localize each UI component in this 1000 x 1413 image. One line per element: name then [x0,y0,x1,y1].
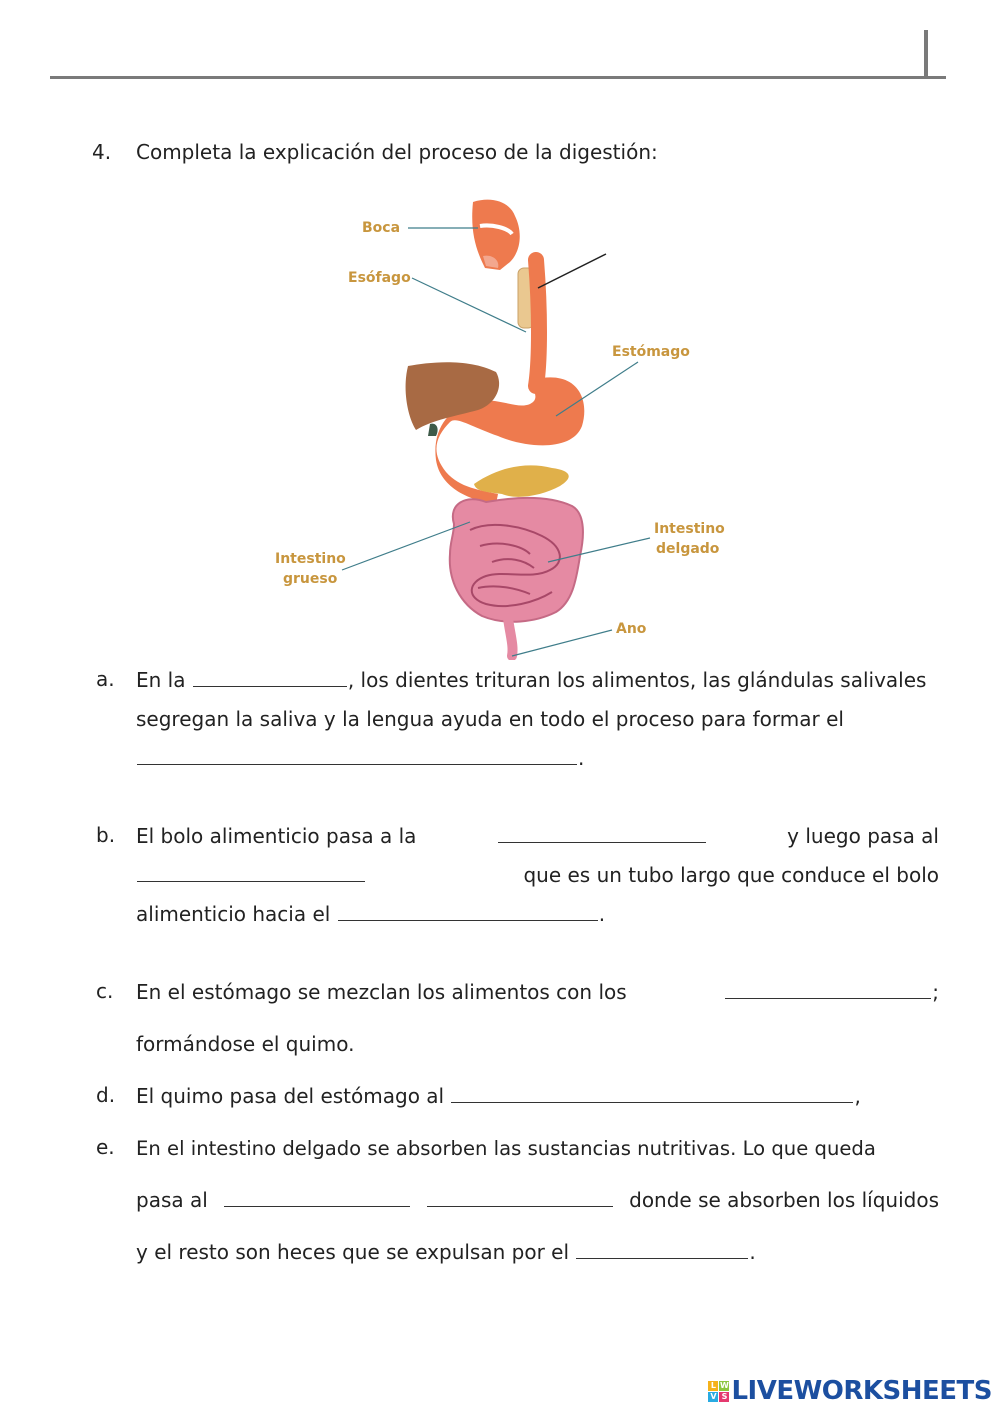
item-text: formándose el quimo. [136,1032,355,1056]
item-text: y el resto son heces que se expulsan por el [136,1240,570,1264]
esophagus-shape [536,260,539,386]
item-text: donde se absorben los líquidos [629,1188,939,1212]
item-text: , [854,1084,861,1108]
item-text: pasa al [136,1188,208,1212]
header-rule [50,76,946,79]
digestive-system-diagram [260,190,740,660]
item-text: . [598,902,606,926]
label-estomago: Estómago [612,344,690,360]
label-boca: Boca [362,220,401,236]
item-text: El quimo pasa del estómago al [136,1084,445,1108]
mouth-shape [472,200,520,270]
item-text: segregan la saliva y la lengua ayuda en todo el proceso para formar el [136,707,844,731]
blank-input-faringe[interactable] [498,823,706,843]
question-prompt [92,140,658,164]
blank-input-intestino-delgado[interactable] [451,1083,853,1103]
blank-input-intestino[interactable] [224,1187,410,1207]
blank-input-boca[interactable] [193,667,347,687]
brand-icon-letter: S [719,1392,729,1402]
brand-name: LIVEWORKSHEETS [731,1376,992,1406]
label-intestino-grueso-1: Intestino [275,551,346,567]
item-text: ; [932,980,939,1004]
gallbladder-shape [428,424,438,436]
item-text: En el estómago se mezclan los alimentos con los [136,980,627,1004]
item-text: , los dientes trituran los alimentos, las glándulas salivales [347,668,927,692]
blank-input-grueso[interactable] [427,1187,613,1207]
pancreas-shape [474,465,569,496]
header-tick [924,30,928,76]
item-e [96,1135,939,1266]
blank-input-esofago[interactable] [137,862,365,882]
brand-icon-letter: L [708,1381,718,1391]
item-b [96,823,939,928]
item-d [96,1083,939,1110]
leader-line-esofago [412,278,526,332]
item-text: alimenticio hacia el [136,902,331,926]
label-intestino-delgado-1: Intestino [654,521,725,537]
blank-input-jugos-gastricos[interactable] [725,979,931,999]
item-letter: a. [96,667,115,691]
item-letter: c. [96,979,114,1003]
item-a [96,667,939,772]
brand-icon-letter: V [710,1391,717,1401]
leader-line-traquea [538,254,606,288]
item-letter: b. [96,823,116,847]
leader-line-ano [512,630,612,656]
item-text: En el intestino delgado se absorben las sustancias nutritivas. Lo que queda [136,1137,876,1160]
blank-input-estomago[interactable] [338,901,598,921]
brand-icon-letter: W [720,1380,729,1390]
item-text: En la [136,668,186,692]
label-intestino-delgado-2: delgado [656,541,720,557]
blank-input-bolo[interactable] [137,745,577,765]
label-ano: Ano [616,621,647,637]
rectum-shape [508,618,513,656]
item-text: . [578,746,585,770]
question-text: Completa la explicación del proceso de la digestión: [136,140,658,164]
question-number: 4. [92,140,112,164]
item-letter: e. [96,1135,115,1159]
blank-input-ano[interactable] [576,1239,748,1259]
item-text: que es un tubo largo que conduce el bolo [523,863,939,887]
label-esofago: Esófago [348,270,411,286]
item-text: . [749,1240,756,1264]
liveworksheets-logo [708,1376,992,1406]
item-text: El bolo alimenticio pasa a la [136,824,417,848]
item-c [96,979,939,1058]
label-intestino-grueso-2: grueso [283,571,338,587]
brand-icon [708,1381,729,1402]
item-text: y luego pasa al [787,824,939,848]
item-letter: d. [96,1083,116,1107]
